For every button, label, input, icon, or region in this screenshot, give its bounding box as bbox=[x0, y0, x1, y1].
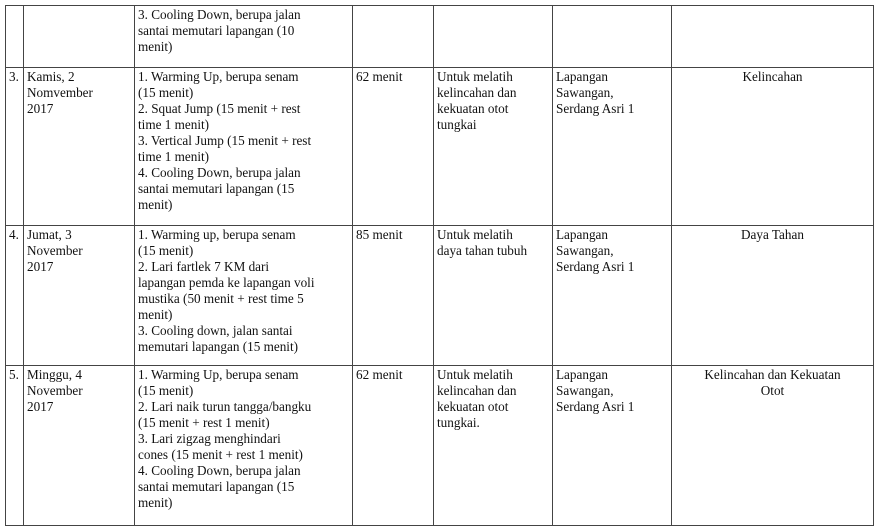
location-line: Serdang Asri 1 bbox=[556, 101, 635, 116]
goal-line: kelincahan dan bbox=[437, 383, 517, 398]
activity-line: (15 menit) bbox=[138, 85, 194, 100]
goal-line: tungkai. bbox=[437, 415, 480, 430]
location-line: Lapangan bbox=[556, 367, 608, 382]
day-date-line: Nomvember bbox=[27, 85, 93, 100]
activity-line: menit) bbox=[138, 39, 173, 54]
day-date-line: 2017 bbox=[27, 259, 54, 274]
duration-value: 62 menit bbox=[356, 367, 403, 382]
component-cell bbox=[672, 366, 874, 526]
activity-line: 1. Warming Up, berupa senam bbox=[138, 69, 299, 84]
duration-cell bbox=[353, 6, 434, 68]
location-cell bbox=[553, 226, 672, 366]
table-body bbox=[6, 6, 874, 526]
component-line: Daya Tahan bbox=[741, 227, 804, 242]
goal-line: kelincahan dan bbox=[437, 85, 517, 100]
activity-line: menit) bbox=[138, 197, 173, 212]
activity-line: santai memutari lapangan (10 bbox=[138, 23, 295, 38]
activity-line: santai memutari lapangan (15 bbox=[138, 181, 295, 196]
activity-line: 4. Cooling Down, berupa jalan bbox=[138, 463, 301, 478]
activity-line: (15 menit) bbox=[138, 243, 194, 258]
activity-cell bbox=[135, 366, 353, 526]
duration-cell bbox=[353, 366, 434, 526]
activity-line: (15 menit) bbox=[138, 383, 194, 398]
activity-line: 3. Lari zigzag menghindari bbox=[138, 431, 281, 446]
day-date-cell bbox=[24, 366, 135, 526]
goal-cell bbox=[434, 226, 553, 366]
activity-line: 4. Cooling Down, berupa jalan bbox=[138, 165, 301, 180]
component-cell bbox=[672, 68, 874, 226]
row-number: 4. bbox=[9, 227, 19, 242]
activity-line: menit) bbox=[138, 307, 173, 322]
goal-line: tungkai bbox=[437, 117, 477, 132]
goal-cell bbox=[434, 68, 553, 226]
activity-line: menit) bbox=[138, 495, 173, 510]
component-line: Kelincahan bbox=[742, 69, 803, 84]
activity-line: 2. Lari fartlek 7 KM dari bbox=[138, 259, 270, 274]
table-row bbox=[6, 68, 874, 226]
row-number-cell bbox=[6, 366, 24, 526]
duration-value: 85 menit bbox=[356, 227, 403, 242]
activity-line: santai memutari lapangan (15 bbox=[138, 479, 295, 494]
goal-cell bbox=[434, 6, 553, 68]
table-row bbox=[6, 6, 874, 68]
goal-line: Untuk melatih bbox=[437, 227, 513, 242]
activity-line: 3. Vertical Jump (15 menit + rest bbox=[138, 133, 312, 148]
day-date-line: Jumat, 3 bbox=[27, 227, 72, 242]
activity-cell bbox=[135, 6, 353, 68]
activity-line: 2. Squat Jump (15 menit + rest bbox=[138, 101, 301, 116]
row-number: 5. bbox=[9, 367, 19, 382]
location-cell bbox=[553, 366, 672, 526]
location-line: Sawangan, bbox=[556, 383, 614, 398]
training-schedule-table bbox=[5, 5, 874, 526]
duration-value: 62 menit bbox=[356, 69, 403, 84]
activity-line: lapangan pemda ke lapangan voli bbox=[138, 275, 315, 290]
component-cell bbox=[672, 6, 874, 68]
activity-line: time 1 menit) bbox=[138, 149, 210, 164]
activity-line: memutari lapangan (15 menit) bbox=[138, 339, 299, 354]
activity-line: 1. Warming Up, berupa senam bbox=[138, 367, 299, 382]
location-line: Lapangan bbox=[556, 227, 608, 242]
location-line: Lapangan bbox=[556, 69, 608, 84]
activity-line: mustika (50 menit + rest time 5 bbox=[138, 291, 304, 306]
table-row bbox=[6, 366, 874, 526]
activity-line: cones (15 menit + rest 1 menit) bbox=[138, 447, 303, 462]
row-number-cell bbox=[6, 226, 24, 366]
day-date-cell bbox=[24, 68, 135, 226]
location-cell bbox=[553, 68, 672, 226]
location-line: Sawangan, bbox=[556, 243, 614, 258]
component-line: Kelincahan dan Kekuatan bbox=[704, 367, 841, 382]
goal-line: daya tahan tubuh bbox=[437, 243, 528, 258]
activity-cell bbox=[135, 68, 353, 226]
row-number-cell bbox=[6, 6, 24, 68]
location-line: Serdang Asri 1 bbox=[556, 259, 635, 274]
activity-line: 1. Warming up, berupa senam bbox=[138, 227, 296, 242]
goal-cell bbox=[434, 366, 553, 526]
goal-line: Untuk melatih bbox=[437, 367, 513, 382]
table-row bbox=[6, 226, 874, 366]
day-date-cell bbox=[24, 226, 135, 366]
goal-line: Untuk melatih bbox=[437, 69, 513, 84]
activity-line: time 1 menit) bbox=[138, 117, 210, 132]
day-date-line: November bbox=[27, 383, 83, 398]
activity-line: (15 menit + rest 1 menit) bbox=[138, 415, 270, 430]
activity-line: 2. Lari naik turun tangga/bangku bbox=[138, 399, 312, 414]
day-date-line: Kamis, 2 bbox=[27, 69, 75, 84]
duration-cell bbox=[353, 68, 434, 226]
goal-line: kekuatan otot bbox=[437, 101, 509, 116]
day-date-cell bbox=[24, 6, 135, 68]
location-cell bbox=[553, 6, 672, 68]
day-date-line: Minggu, 4 bbox=[27, 367, 82, 382]
activity-line: 3. Cooling down, jalan santai bbox=[138, 323, 293, 338]
activity-line: 3. Cooling Down, berupa jalan bbox=[138, 7, 301, 22]
goal-line: kekuatan otot bbox=[437, 399, 509, 414]
location-line: Serdang Asri 1 bbox=[556, 399, 635, 414]
activity-cell bbox=[135, 226, 353, 366]
component-cell bbox=[672, 226, 874, 366]
component-line: Otot bbox=[760, 383, 785, 398]
duration-cell bbox=[353, 226, 434, 366]
day-date-line: November bbox=[27, 243, 83, 258]
day-date-line: 2017 bbox=[27, 101, 54, 116]
row-number: 3. bbox=[9, 69, 19, 84]
day-date-line: 2017 bbox=[27, 399, 54, 414]
location-line: Sawangan, bbox=[556, 85, 614, 100]
row-number-cell bbox=[6, 68, 24, 226]
